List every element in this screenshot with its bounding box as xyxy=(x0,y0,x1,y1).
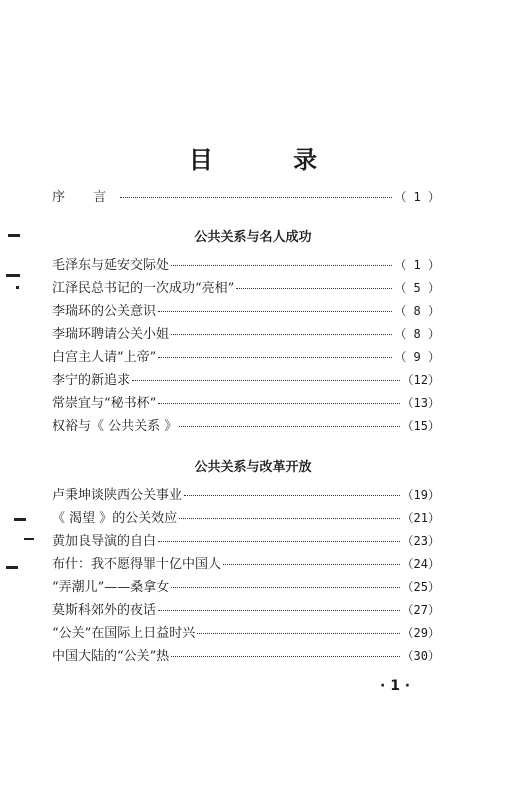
leader-dots xyxy=(236,279,392,289)
leader-dots xyxy=(171,578,399,588)
toc-entry[interactable] xyxy=(52,645,440,668)
leader-dots xyxy=(171,647,399,657)
toc-entry[interactable] xyxy=(52,530,440,553)
leader-dots xyxy=(158,601,400,611)
scan-mark xyxy=(24,538,34,540)
entry-page: （13） xyxy=(401,396,440,410)
section-heading-2: 公共关系与改革开放 xyxy=(194,460,312,475)
toc-entry[interactable] xyxy=(52,553,440,576)
entry-page: （12） xyxy=(401,373,440,387)
leader-dots xyxy=(158,302,392,312)
entry-page: （27） xyxy=(401,603,440,617)
leader-dots xyxy=(132,371,400,381)
entry-title: 布什：我不愿得罪十亿中国人 xyxy=(52,557,222,572)
leader-dots xyxy=(158,348,392,358)
leader-dots xyxy=(179,417,399,427)
entry-page: （15） xyxy=(401,419,440,433)
section-heading-1: 公共关系与名人成功 xyxy=(194,230,312,245)
leader-dots xyxy=(158,394,399,404)
toc-entry[interactable] xyxy=(52,323,440,346)
entry-page: （29） xyxy=(401,626,440,640)
entry-page: （24） xyxy=(401,557,440,571)
entry-page: （ 1 ） xyxy=(394,190,440,204)
entry-title: 毛泽东与延安交际处 xyxy=(52,258,170,273)
toc-entry[interactable] xyxy=(52,254,440,277)
section-1-entries xyxy=(52,254,440,438)
entry-title: 中国大陆的“公关”热 xyxy=(52,649,170,664)
section-2-entries xyxy=(52,484,440,668)
scan-mark xyxy=(8,234,20,237)
toc-entry[interactable] xyxy=(52,277,440,300)
preface-block xyxy=(52,186,440,209)
toc-entry[interactable] xyxy=(52,484,440,507)
entry-title: 江泽民总书记的一次成功“亮相” xyxy=(52,281,235,296)
entry-page: （23） xyxy=(401,534,440,548)
scan-mark xyxy=(14,518,26,521)
entry-page: （ 1 ） xyxy=(394,258,440,272)
page-number: · 1 · xyxy=(380,678,411,694)
entry-page: （ 8 ） xyxy=(394,327,440,341)
entry-title: 李瑞环的公关意识 xyxy=(52,304,157,319)
toc-entry[interactable] xyxy=(52,576,440,599)
leader-dots xyxy=(158,532,400,542)
toc-entry[interactable] xyxy=(52,346,440,369)
leader-dots xyxy=(171,325,392,335)
entry-title: 黄加良导演的自白 xyxy=(52,534,157,549)
entry-page: （19） xyxy=(401,488,440,502)
entry-title: 李瑞环聘请公关小姐 xyxy=(52,327,170,342)
entry-title: 《 渴望 》的公关效应 xyxy=(52,511,178,526)
leader-dots xyxy=(184,486,400,496)
entry-title: 常崇宜与“秘书杯” xyxy=(52,396,157,411)
scan-mark xyxy=(6,274,20,277)
toc-entry[interactable] xyxy=(52,507,440,530)
leader-dots xyxy=(171,256,392,266)
toc-entry[interactable] xyxy=(52,300,440,323)
entry-title: 权裕与《 公共关系 》 xyxy=(52,419,178,434)
entry-title: “公关”在国际上日益时兴 xyxy=(52,626,196,641)
toc-entry[interactable] xyxy=(52,369,440,392)
toc-entry-preface[interactable] xyxy=(52,186,440,209)
leader-dots xyxy=(179,509,399,519)
entry-page: （ 5 ） xyxy=(394,281,440,295)
entry-title: 白宫主人请“上帝” xyxy=(52,350,157,365)
toc-entry[interactable] xyxy=(52,622,440,645)
toc-entry[interactable] xyxy=(52,392,440,415)
entry-title: 卢秉坤谈陕西公关事业 xyxy=(52,488,183,503)
entry-title: 序 言 xyxy=(52,190,119,205)
toc-entry[interactable] xyxy=(52,599,440,622)
toc-entry[interactable] xyxy=(52,415,440,438)
page-title: 目 录 xyxy=(188,145,354,174)
entry-page: （25） xyxy=(401,580,440,594)
entry-page: （ 8 ） xyxy=(394,304,440,318)
entry-title: 李宁的新追求 xyxy=(52,373,131,388)
leader-dots xyxy=(223,555,400,565)
entry-page: （21） xyxy=(401,511,440,525)
entry-title: “弄潮儿”——桑拿女 xyxy=(52,580,170,595)
entry-page: （30） xyxy=(401,649,440,663)
leader-dots xyxy=(120,188,392,198)
entry-title: 莫斯科郊外的夜话 xyxy=(52,603,157,618)
scan-mark xyxy=(16,286,19,289)
leader-dots xyxy=(197,624,399,634)
entry-page: （ 9 ） xyxy=(394,350,440,364)
scan-mark xyxy=(6,566,18,569)
